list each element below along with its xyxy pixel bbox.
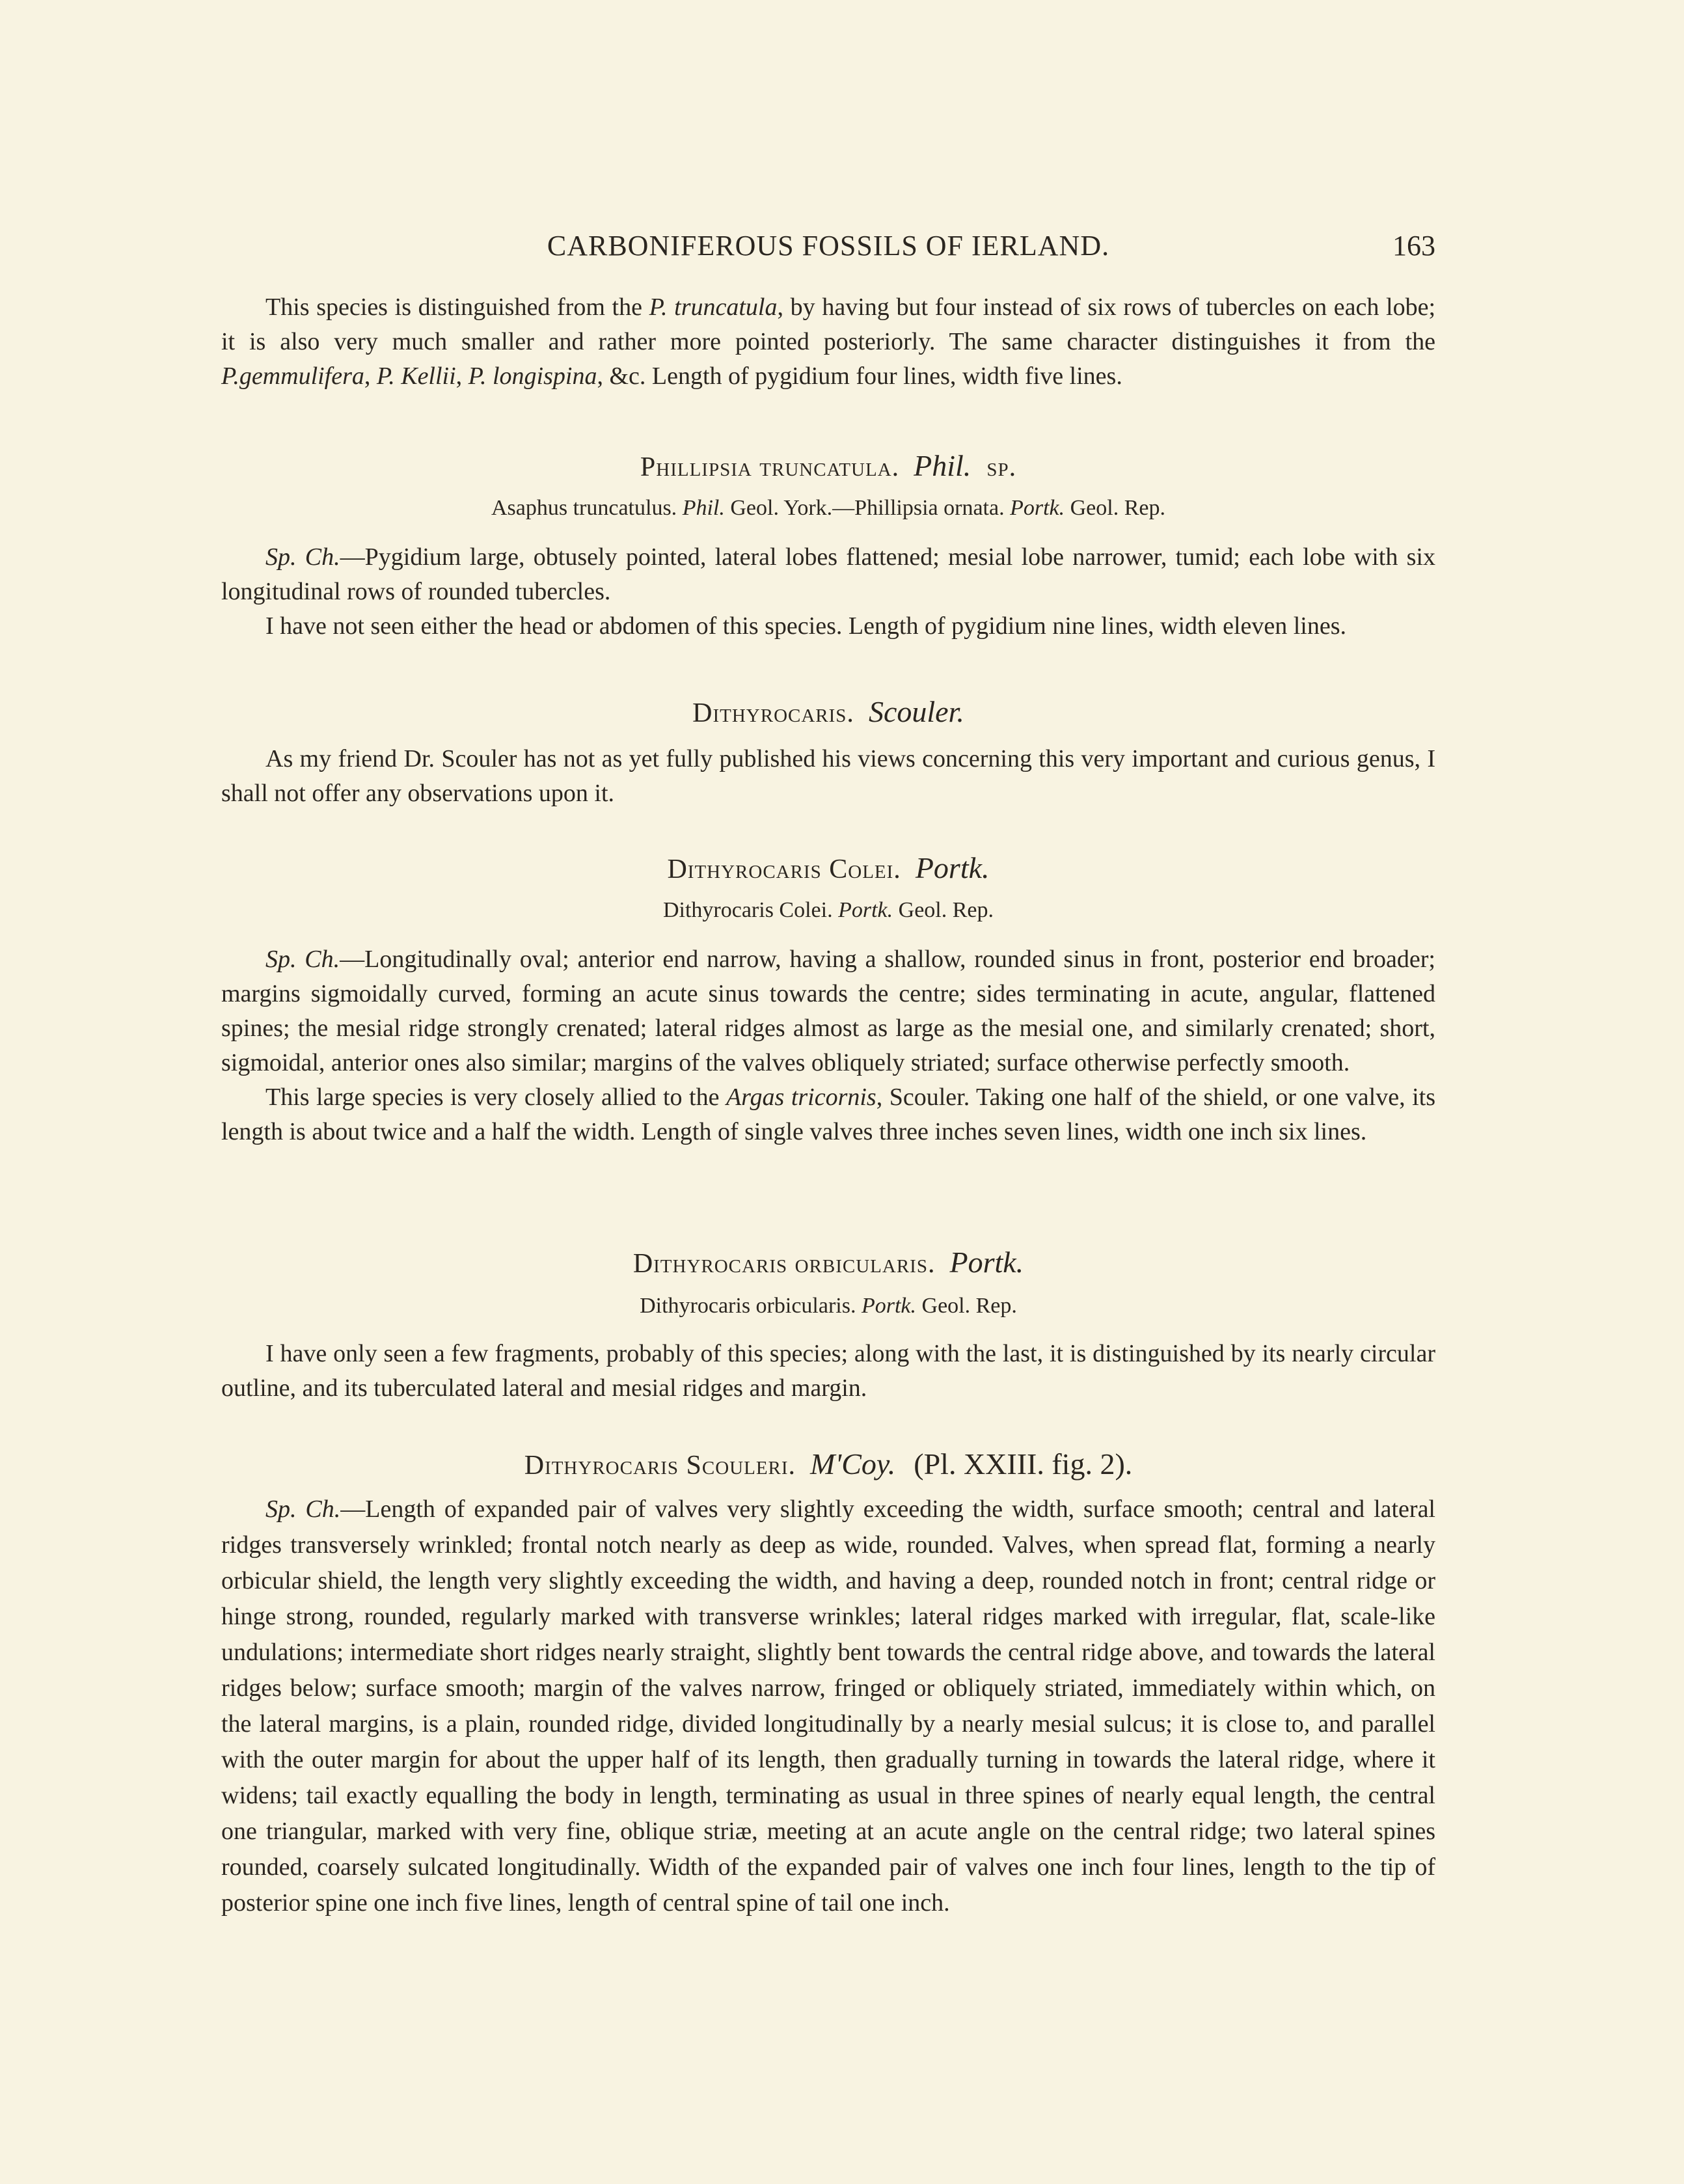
text-run: I have only seen a few fragments, probably of this species; along with the last, it is distinguished by its nearly circular outline, and its tuberculated lateral and mesial ridges and margin. [221, 1340, 1435, 1402]
species-description [221, 1337, 1435, 1406]
heading-taxon: Dithyrocaris. [692, 698, 854, 728]
author-abbrev: Portk. [838, 898, 893, 922]
intro-paragraph [221, 290, 1435, 394]
text-run: —Length of expanded pair of valves very slightly exceeding the width, surface smooth; central and lateral ridges transversely wrinkled; frontal notch nearly as deep as wide, rounded. Valves, when spread flat, forming a nearly orbicular shield, the length very slightly exceeding the width, and having a deep, rounded notch in front; central ridge or hinge strong, rounded, regularly marked with transverse wrinkles; lateral ridges marked with irregular, flat, scale-like undulations; intermediate short ridges nearly straight, slightly bent towards the central ridge above, and towards the lateral ridges below; surface smooth; margin of the valves narrow, fringed or obliquely striated, immediately within which, on the lateral margins, is a plain, rounded ridge, divided longitudinally by a nearly mesial sulcus; it is close to, and parallel with the outer margin for about the upper half of its length, then gradually turning in towards the lateral ridge, where it widens; tail exactly equalling the body in length, terminating as usual in three spines of nearly equal length, the central one triangular, marked with very fine, oblique striæ, meeting at an acute angle on the central ridge; two lateral spines rounded, coarsely sulcated longitudinally. Width of the expanded pair of valves one inch four lines, length to the tip of posterior spine one inch five lines, length of central spine of tail one inch. [221, 1495, 1435, 1917]
synonymy-line [221, 895, 1435, 925]
page-number: 163 [1392, 230, 1435, 262]
heading-author: Portk. [949, 1246, 1024, 1279]
synonymy-line [221, 1291, 1435, 1321]
heading-author: Portk. [915, 851, 990, 884]
text-run: Geol. Rep. [893, 898, 994, 922]
species-name: P. truncatula [649, 293, 778, 321]
paragraph [221, 290, 1435, 394]
paragraph [221, 1337, 1435, 1406]
text-run: , by having but four instead of six rows of tubercles on each lobe; it is also very much smaller and rather more pointed posteriorly. The same character distinguishes it from the [221, 293, 1436, 355]
genus-note [221, 742, 1435, 811]
text-run: , &c. Length of pygidium four lines, width five lines. [597, 362, 1122, 390]
species-description [221, 1492, 1435, 1921]
author-abbrev: Portk. [861, 1294, 917, 1318]
section-heading-dithyrocaris-scouleri [221, 1446, 1435, 1484]
heading-author: Scouler. [868, 695, 964, 728]
paragraph [221, 742, 1435, 811]
text-run: Dithyrocaris Colei. [662, 898, 839, 922]
paragraph [221, 540, 1435, 609]
text-run: Geol. York.—Phillipsia ornata. [724, 496, 1011, 520]
running-head [221, 229, 1435, 268]
text-run: , [364, 362, 377, 390]
text-run: , [455, 362, 469, 390]
text-run: Geol. Rep. [916, 1294, 1017, 1318]
heading-author: M'Coy. [810, 1447, 896, 1481]
author-abbrev: Portk. [1010, 496, 1065, 520]
paragraph [221, 1080, 1435, 1149]
plate-reference: (Pl. XXIII. fig. 2). [914, 1447, 1133, 1481]
heading-author: Phil. [914, 449, 971, 482]
text-run: Geol. Rep. [1065, 496, 1165, 520]
species-name: Argas tricornis [726, 1084, 876, 1111]
section-heading-dithyrocaris-colei [221, 850, 1435, 888]
text-run: This large species is very closely allied to the [265, 1084, 726, 1111]
synonymy-line [221, 493, 1435, 523]
paragraph [221, 609, 1435, 644]
species-name: P. longispina [468, 362, 597, 390]
text-run: I have not seen either the head or abdomen of this species. Length of pygidium nine lines, width eleven lines. [265, 612, 1346, 640]
running-head-title: CARBONIFEROUS FOSSILS OF IERLAND. [547, 230, 1110, 262]
heading-taxon: Dithyrocaris Colei. [667, 854, 901, 884]
heading-suffix: sp. [986, 452, 1017, 482]
section-heading-phillipsia-truncatula [221, 448, 1435, 485]
species-description [221, 540, 1435, 644]
paragraph [221, 942, 1435, 1080]
text-run: As my friend Dr. Scouler has not as yet fully published his views concerning this very important and curious genus, I shall not offer any observations upon it. [221, 745, 1435, 807]
text-run: —Longitudinally oval; anterior end narrow, having a shallow, rounded sinus in front, posterior end broader; margins sigmoidally curved, forming an acute sinus towards the centre; sides terminating in acute, angular, flattened spines; the mesial ridge strongly crenated; lateral ridges almost as large as the mesial one, and similarly crenated; short, sigmoidal, anterior ones also similar; margins of the valves obliquely striated; surface otherwise perfectly smooth. [221, 946, 1435, 1076]
section-heading-dithyrocaris-orbicularis [221, 1244, 1435, 1282]
heading-taxon: Phillipsia truncatula. [640, 452, 900, 482]
species-character-label: Sp. Ch. [265, 543, 340, 571]
text-run: Asaphus truncatulus. [491, 496, 683, 520]
section-heading-dithyrocaris [221, 694, 1435, 731]
text-run: , Scouler. Taking one half of the shield, or one valve, its length is about twice and a half the width. Length of single valves three inches seven lines, width one inch six lines. [221, 1084, 1435, 1145]
paragraph [221, 1492, 1435, 1921]
species-name: P.gemmulifera [221, 362, 364, 390]
species-character-label: Sp. Ch. [265, 1495, 341, 1523]
species-name: P. Kellii [376, 362, 456, 390]
text-run: Dithyrocaris orbicularis. [640, 1294, 862, 1318]
text-run: —Pygidium large, obtusely pointed, lateral lobes flattened; mesial lobe narrower, tumid; each lobe with six longitudinal rows of rounded tubercles. [221, 543, 1435, 605]
species-description [221, 942, 1435, 1149]
text-run: This species is distinguished from the [265, 293, 649, 321]
author-abbrev: Phil. [682, 496, 725, 520]
heading-taxon: Dithyrocaris orbicularis. [632, 1249, 936, 1279]
heading-taxon: Dithyrocaris Scouleri. [524, 1451, 796, 1481]
species-character-label: Sp. Ch. [265, 946, 340, 973]
